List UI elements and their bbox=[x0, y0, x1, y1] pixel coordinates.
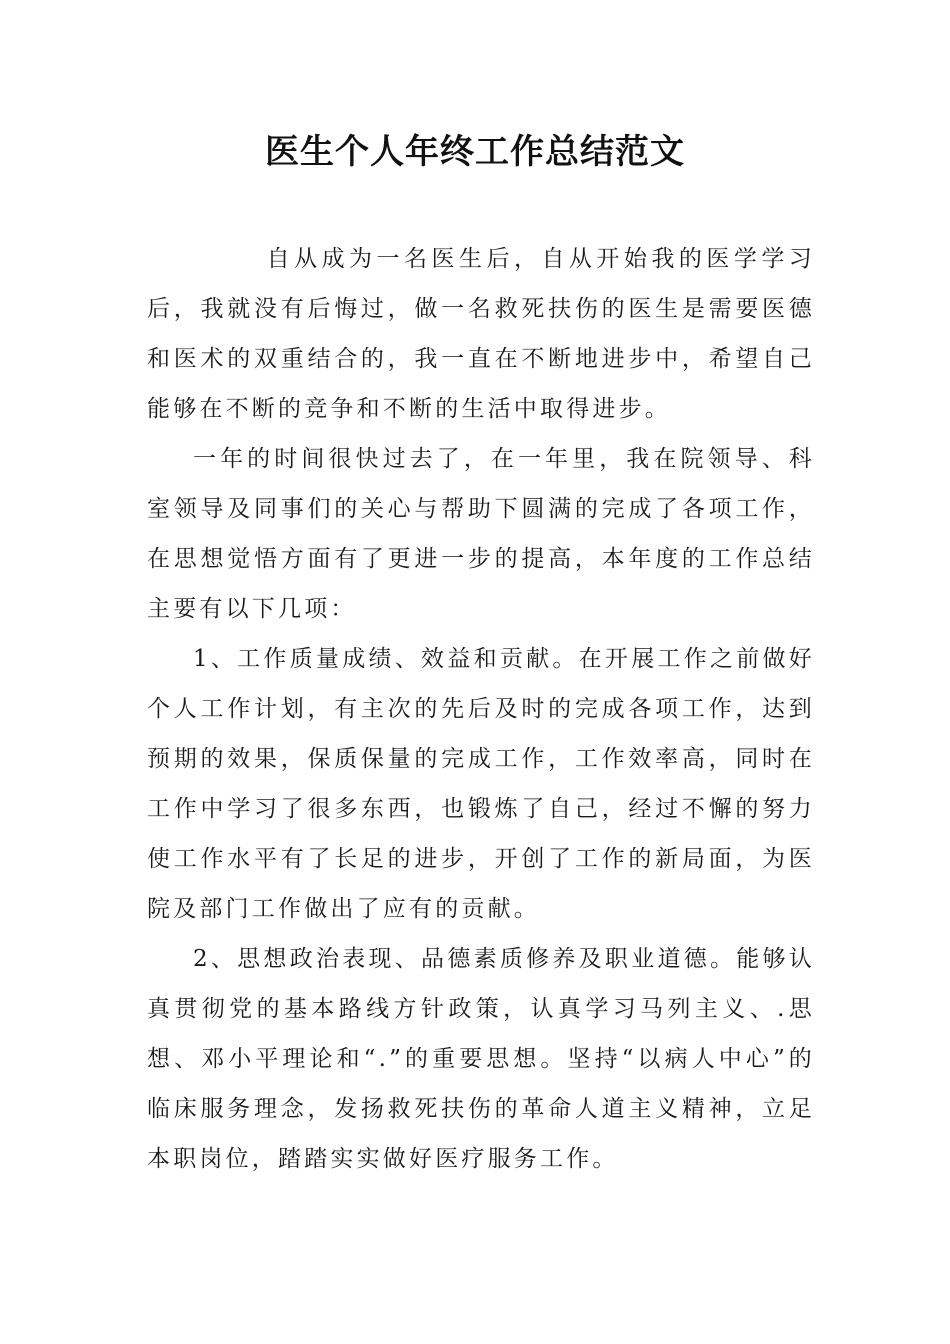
paragraph-intro: 自从成为一名医生后，自从开始我的医学学习后，我就没有后悔过，做一名救死扶伤的医生是需要医德和医术的双重结合的，我一直在不断地进步中，希望自己能够在不断的竞争和不断的生活中取得进步。 bbox=[147, 246, 815, 422]
document-body bbox=[147, 234, 815, 1184]
paragraph-item-1: 1、工作质量成绩、效益和贡献。在开展工作之前做好个人工作计划，有主次的先后及时的完成各项工作，达到预期的效果，保质保量的完成工作，工作效率高，同时在工作中学习了很多东西，也锻炼了自己，经过不懈的努力使工作水平有了长足的进步，开创了工作的新局面，为医院及部门工作做出了应有的贡献。 bbox=[147, 646, 815, 922]
paragraph-year-summary: 一年的时间很快过去了，在一年里，我在院领导、科室领导及同事们的关心与帮助下圆满的完成了各项工作，在思想觉悟方面有了更进一步的提高，本年度的工作总结主要有以下几项： bbox=[147, 446, 815, 622]
document-title: 医生个人年终工作总结范文 bbox=[265, 132, 685, 172]
paragraph-item-2: 2、思想政治表现、品德素质修养及职业道德。能够认真贯彻党的基本路线方针政策，认真学习马列主义、.思想、邓小平理论和“.”的重要思想。坚持“以病人中心”的临床服务理念，发扬救死扶伤的革命人道主义精神，立足本职岗位，踏踏实实做好医疗服务工作。 bbox=[147, 946, 815, 1172]
